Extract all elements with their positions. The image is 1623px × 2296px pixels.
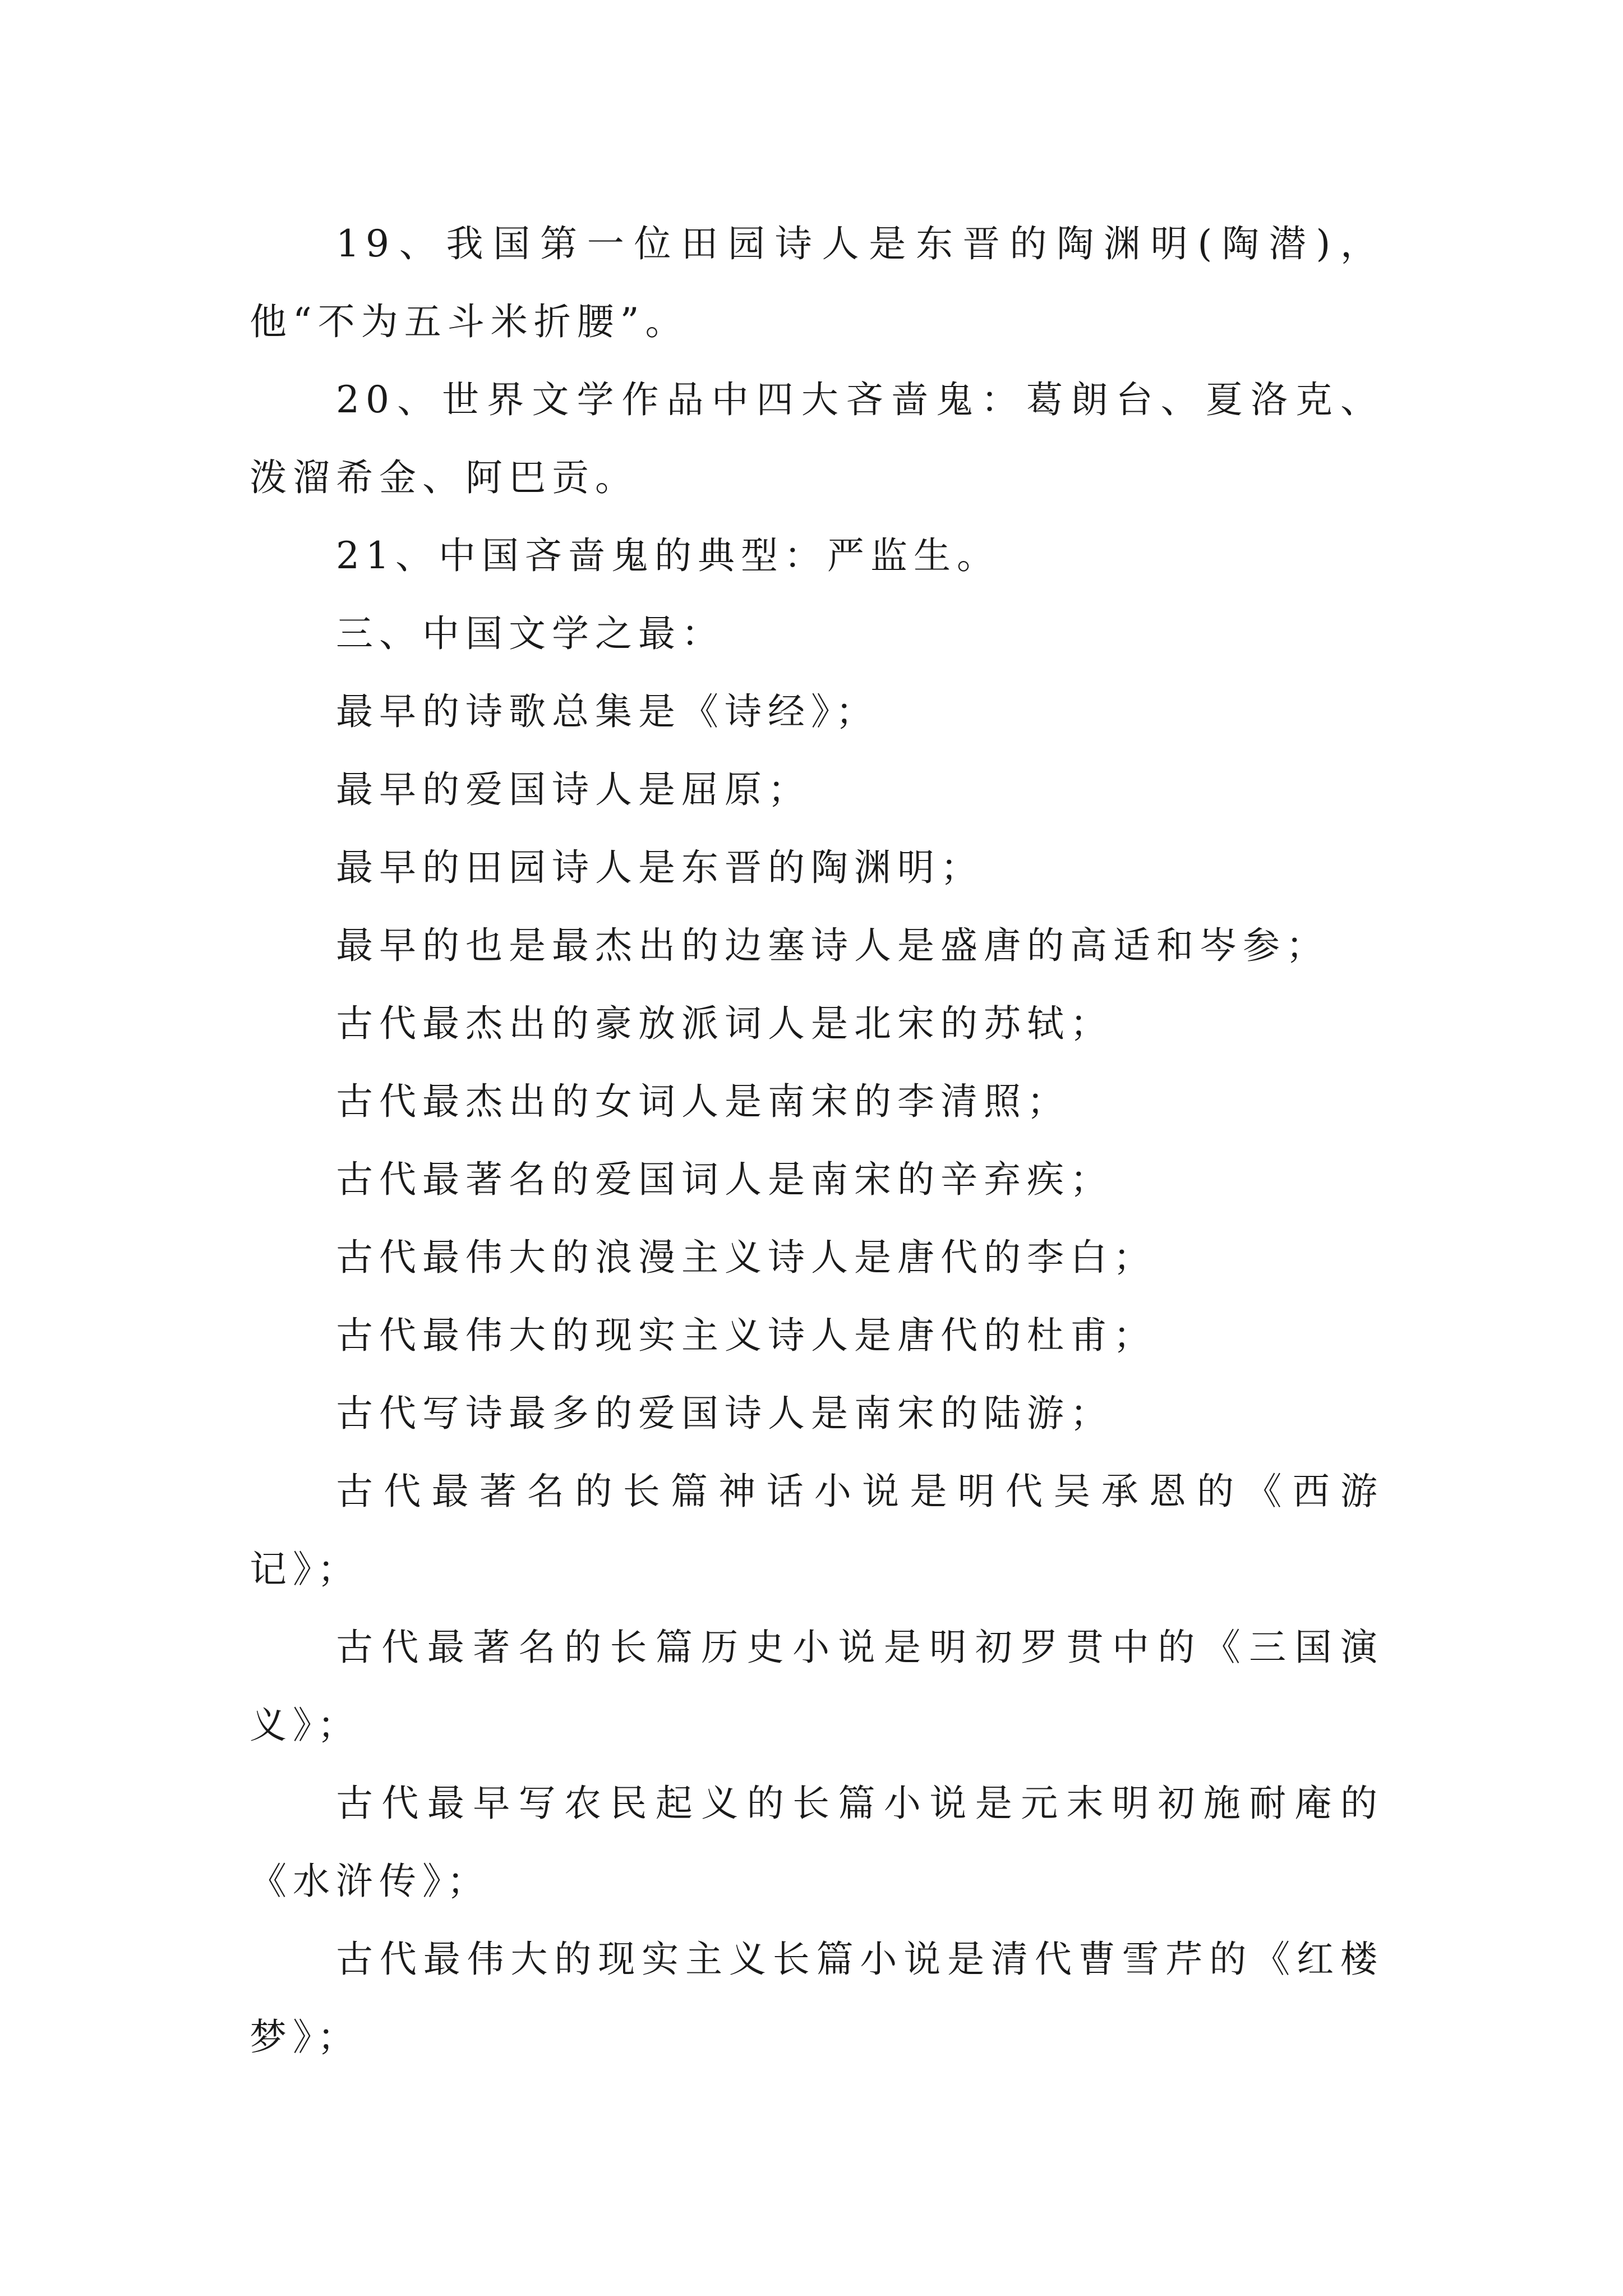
list-item: 最早的田园诗人是东晋的陶渊明；	[336, 846, 984, 889]
document-body	[250, 205, 1384, 2076]
list-item: 古代最杰出的女词人是南宋的李清照；	[336, 1080, 1070, 1123]
list-item: 古代最伟大的现实主义诗人是唐代的杜甫；	[336, 1314, 1156, 1357]
list-item: 最早的爱国诗人是屈原；	[336, 768, 811, 811]
list-item: 古代最早写农民起义的长篇小说是元末明初施耐庵的《水浒传》；	[250, 1782, 1384, 1903]
list-item: 古代最著名的长篇历史小说是明初罗贯中的《三国演义》；	[250, 1626, 1384, 1747]
list-item: 古代最著名的长篇神话小说是明代吴承恩的《西游记》；	[250, 1470, 1384, 1591]
list-item: 古代写诗最多的爱国诗人是南宋的陆游；	[336, 1392, 1113, 1435]
list-item: 最早的也是最杰出的边塞诗人是盛唐的高适和岑参；	[336, 924, 1329, 967]
list-item: 古代最杰出的豪放派词人是北宋的苏轼；	[336, 1002, 1113, 1045]
paragraph-21-chinese-miser: 21、中国吝啬鬼的典型：严监生。	[336, 534, 1000, 577]
list-item: 最早的诗歌总集是《诗经》；	[336, 690, 879, 733]
list-item: 古代最伟大的浪漫主义诗人是唐代的李白；	[336, 1236, 1156, 1279]
section-heading-literature-firsts: 三、中国文学之最：	[336, 612, 725, 655]
list-item: 古代最著名的爱国词人是南宋的辛弃疾；	[336, 1158, 1113, 1201]
paragraph-19-tianyuan-poet: 19、我国第一位田园诗人是东晋的陶渊明(陶潜)，他“不为五斗米折腰”。	[250, 222, 1384, 343]
list-item: 古代最伟大的现实主义长篇小说是清代曹雪芹的《红楼梦》；	[250, 1938, 1384, 2059]
paragraph-20-four-misers: 20、世界文学作品中四大吝啬鬼：葛朗台、夏洛克、泼溜希金、阿巴贡。	[250, 378, 1384, 499]
